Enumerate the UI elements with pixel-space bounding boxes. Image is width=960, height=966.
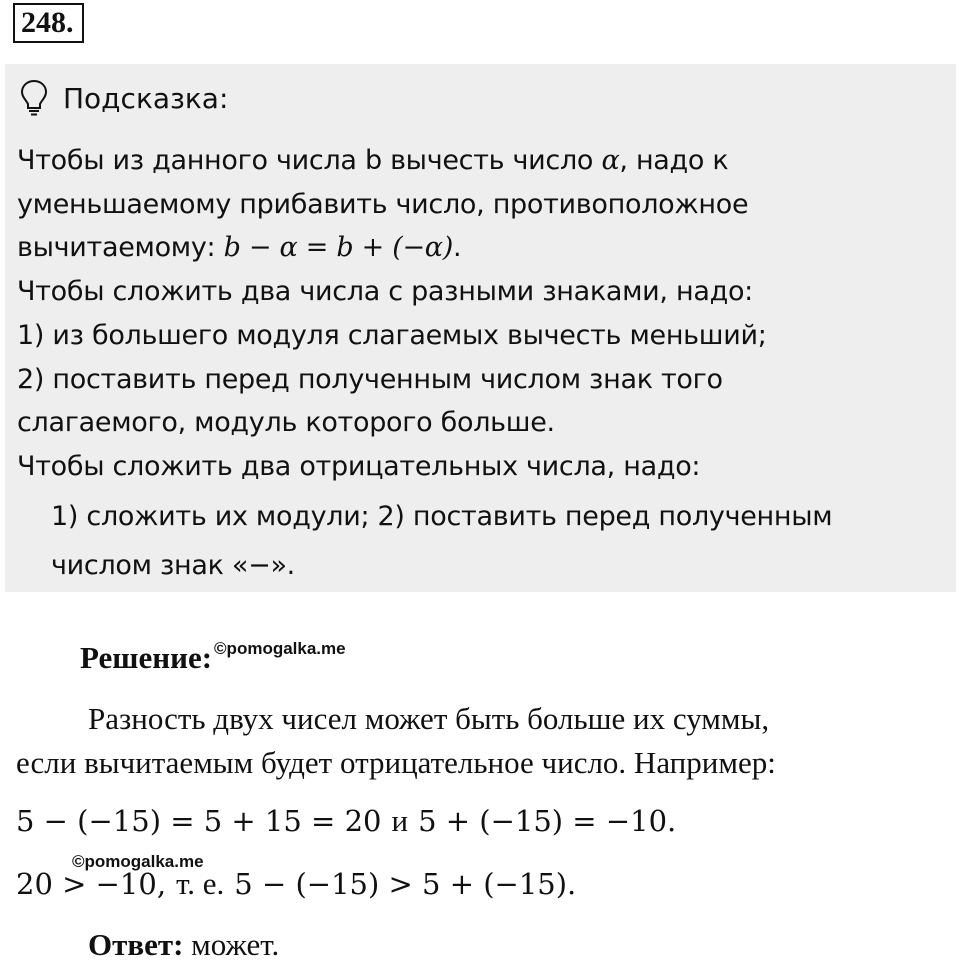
task-number: 248. — [13, 3, 84, 43]
hint-line-5: 1) из большего модуля слагаемых вычесть меньший; — [17, 320, 767, 351]
solution-text-line-1: Разность двух чисел может быть больше их суммы, — [88, 701, 770, 736]
hint-line-7: слагаемого, модуль которого больше. — [17, 407, 555, 438]
hint-line-4: Чтобы сложить два числа с разными знаками, надо: — [17, 276, 753, 307]
hint-box — [5, 64, 956, 592]
alpha-symbol: α — [601, 145, 620, 176]
solution-text-line-2: если вычитаемым будет отрицательное число. Например: — [16, 745, 776, 780]
answer — [88, 927, 279, 963]
solution-heading-row — [80, 640, 346, 676]
hint-title — [19, 78, 228, 118]
answer-label: Ответ: — [88, 927, 184, 962]
hint-line-2: уменьшаемому прибавить число, противоположное — [17, 189, 749, 220]
hint-title-text: Подсказка: — [63, 81, 229, 115]
hint-line-3: вычитаемому: b − α = b + (−α). — [17, 232, 462, 263]
watermark: ©pomogalka.me — [72, 852, 204, 871]
hint-line-6: 2) поставить перед полученным числом знак того — [17, 364, 723, 395]
hint-line-10: числом знак «−». — [51, 550, 295, 581]
equation-1: 5 − (−15) = 5 + 15 = 20 и 5 + (−15) = −10. — [16, 803, 677, 838]
solution-heading: Решение: — [80, 640, 213, 675]
hint-line-8: Чтобы сложить два отрицательных числа, надо: — [17, 451, 701, 482]
watermark: ©pomogalka.me — [214, 639, 346, 658]
hint-line-1: Чтобы из данного числа b вычесть число α, надо к — [17, 145, 729, 176]
answer-value: может. — [191, 927, 280, 962]
hint-formula: b − α = b + (−α) — [223, 232, 453, 263]
hint-line-9: 1) сложить их модули; 2) поставить перед полученным — [51, 501, 833, 532]
lightbulb-icon — [19, 78, 49, 118]
equation-2: 20 > −10, т. е. 5 − (−15) > 5 + (−15). — [16, 866, 577, 901]
